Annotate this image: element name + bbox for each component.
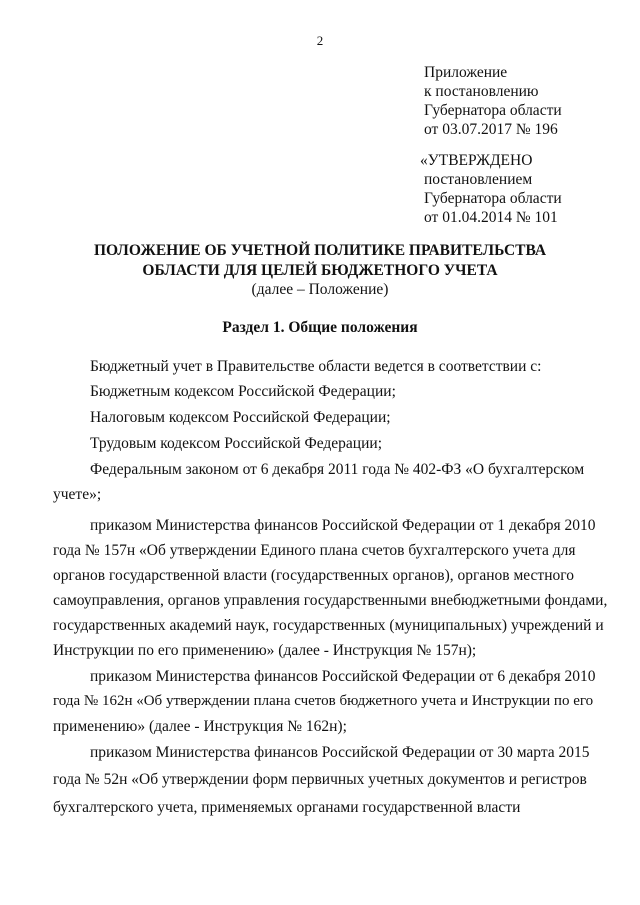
order-157n-line: Инструкции по его применению» (далее - Инструкция № 157н); xyxy=(53,642,477,659)
law-402-text: Федеральным законом от 6 декабря 2011 года № 402-ФЗ «О бухгалтерском xyxy=(90,461,585,478)
title-line: ПОЛОЖЕНИЕ ОБ УЧЕТНОЙ ПОЛИТИКЕ ПРАВИТЕЛЬСТВА xyxy=(93,242,547,259)
section-heading: Раздел 1. Общие положения xyxy=(222,319,418,336)
appendix-line: к постановлению xyxy=(424,83,539,100)
order-157n-line: государственных академий наук, государственных (муниципальных) учреждений и xyxy=(53,617,604,634)
order-162n-line: приказом Министерства финансов Российской Федерации от 6 декабря 2010 xyxy=(90,668,596,685)
appendix-line: Приложение xyxy=(424,64,508,81)
page-number: 2 xyxy=(316,33,324,48)
order-157n-line: самоуправления, органов управления государственными внебюджетными фондами, xyxy=(53,592,608,609)
order-157n-line: органов государственной власти (государственных органов), органов местного xyxy=(53,567,574,584)
order-52n-line: года № 52н «Об утверждении форм первичных учетных документов и регистров xyxy=(53,771,587,788)
law-402-line xyxy=(90,461,587,479)
appendix-line: от 03.07.2017 № 196 xyxy=(424,121,558,138)
appendix-block xyxy=(424,63,562,139)
order-162n-line: применению» (далее - Инструкция № 162н); xyxy=(53,718,347,735)
approved-line: Губернатора области xyxy=(424,190,562,207)
approved-block xyxy=(420,151,562,227)
labor-code-item: Трудовым кодексом Российской Федерации; xyxy=(90,435,382,452)
intro-paragraph: Бюджетный учет в Правительстве области ведется в соответствии с: xyxy=(90,358,542,375)
law-402-line: учете»; xyxy=(53,486,102,503)
order-52n-line: бухгалтерского учета, применяемых органами государственной власти xyxy=(53,799,521,816)
order-162n-line: года № 162н «Об утверждении плана счетов бюджетного учета и Инструкции по его xyxy=(53,693,594,709)
approved-line: «УТВЕРЖДЕНО xyxy=(420,152,533,169)
approved-line: постановлением xyxy=(424,171,533,188)
document-subtitle: (далее – Положение) xyxy=(251,281,389,298)
document-title xyxy=(0,241,640,281)
approved-line: от 01.04.2014 № 101 xyxy=(424,209,558,226)
tax-code-item: Налоговым кодексом Российской Федерации; xyxy=(90,409,391,426)
order-52n-line: приказом Министерства финансов Российской Федерации от 30 марта 2015 xyxy=(90,744,590,761)
appendix-line: Губернатора области xyxy=(424,102,562,119)
order-157n-line: приказом Министерства финансов Российской Федерации от 1 декабря 2010 xyxy=(90,517,596,534)
title-line: ОБЛАСТИ ДЛЯ ЦЕЛЕЙ БЮДЖЕТНОГО УЧЕТА xyxy=(142,262,498,279)
order-157n-line: года № 157н «Об утверждении Единого плана счетов бухгалтерского учета для xyxy=(53,542,576,559)
budget-code-item: Бюджетным кодексом Российской Федерации; xyxy=(90,383,396,400)
